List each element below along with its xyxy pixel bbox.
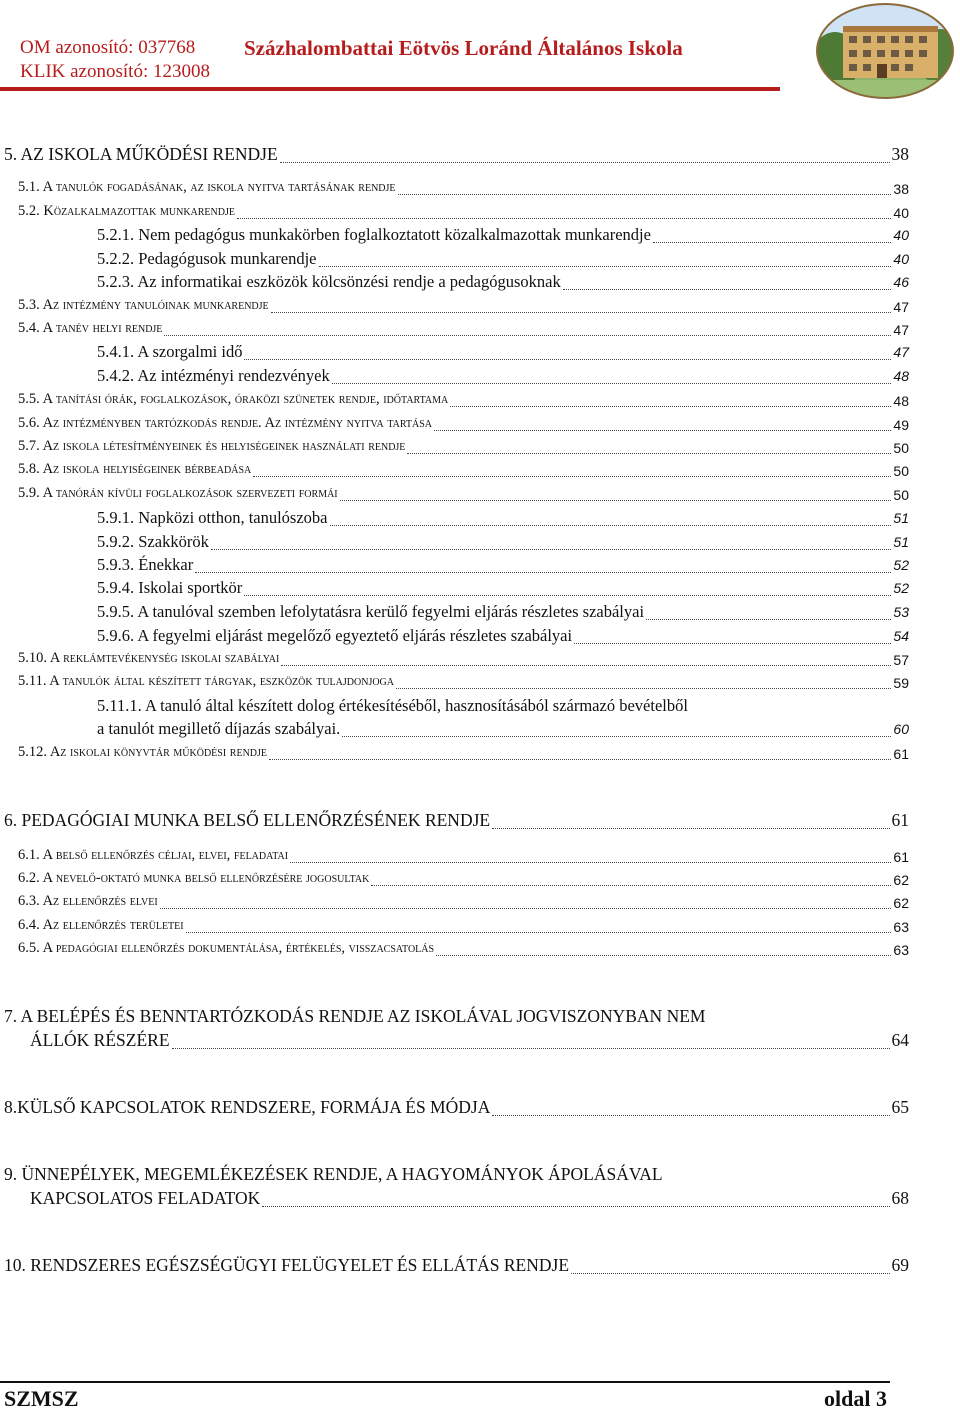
toc-entry-label: 5.9.1. Napközi otthon, tanulószoba	[97, 508, 328, 527]
toc-entry-label: 5.10. A reklámtevékenység iskolai szabályai	[18, 650, 280, 666]
toc-entry-label: 5.2.1. Nem pedagógus munkakörben foglalkoztatott közalkalmazottak munkarendje	[97, 225, 651, 244]
toc-entry-page: 51	[893, 510, 909, 526]
toc-entry-page: 49	[893, 417, 909, 433]
toc-entry-page: 62	[893, 895, 909, 911]
toc-entry-label: 5.7. Az iskola létesítményeinek és helyiségeinek használati rendje	[18, 438, 406, 454]
toc-entry[interactable]	[0, 342, 960, 366]
toc-entry-label: 6.3. Az ellenőrzés elvei	[18, 893, 158, 909]
om-id: OM azonosító: 037768	[20, 37, 196, 58]
toc-entry-label: 5.2. Közalkalmazottak munkarendje	[18, 203, 235, 219]
school-name: Százhalombattai Eötvös Loránd Általános Iskola	[244, 36, 683, 60]
toc-entry-page: 65	[891, 1097, 909, 1117]
toc-dot-leader	[160, 908, 892, 909]
toc-entry-label: 5.4.1. A szorgalmi idő	[97, 342, 243, 361]
toc-dot-leader	[237, 218, 891, 219]
toc-entry-label: 5.5. A tanítási órák, foglalkozások, óraközi szünetek rendje, időtartama	[18, 391, 449, 407]
toc-dot-leader	[574, 643, 891, 644]
toc-entry[interactable]	[0, 626, 960, 650]
toc-dot-leader	[371, 885, 891, 886]
toc-dot-leader	[253, 476, 891, 477]
toc-entry-label: 5.9.3. Énekkar	[97, 555, 194, 574]
toc-dot-leader	[450, 406, 891, 407]
toc-entry[interactable]	[0, 249, 960, 273]
klik-id: KLIK azonosító: 123008	[20, 61, 210, 82]
toc-entry-label: 5.8. Az iskola helyiségeinek bérbeadása	[18, 461, 252, 477]
toc-entry[interactable]	[0, 179, 960, 203]
toc-entry-label: 10. RENDSZERES EGÉSZSÉGÜGYI FELÜGYELET ÉS ELLÁTÁS RENDJE	[4, 1255, 570, 1275]
toc-dot-leader	[340, 500, 892, 501]
toc-entry-page: 61	[891, 810, 909, 830]
toc-entry-label-continued: KAPCSOLATOS FELADATOK	[30, 1188, 261, 1208]
toc-entry-page: 50	[893, 440, 909, 456]
toc-dot-leader	[319, 266, 892, 267]
toc-entry-label-continued: a tanulót megillető díjazás szabályai.	[97, 719, 341, 738]
toc-entry-page: 61	[893, 746, 909, 762]
toc-entry[interactable]	[0, 508, 960, 532]
toc-dot-leader	[646, 619, 891, 620]
toc-entry[interactable]	[0, 461, 960, 485]
toc-entry-label: 8.KÜLSŐ KAPCSOLATOK RENDSZERE, FORMÁJA ÉS MÓDJA	[4, 1097, 491, 1117]
footer-doc-name: SZMSZ	[4, 1386, 79, 1411]
toc-dot-leader	[342, 736, 891, 737]
toc-entry-page: 48	[893, 368, 909, 384]
toc-dot-leader	[398, 194, 892, 195]
toc-entry-page: 54	[893, 628, 909, 644]
toc-entry-page: 46	[893, 274, 909, 290]
toc-dot-leader	[172, 1048, 890, 1049]
toc-entry[interactable]	[0, 696, 960, 743]
toc-entry[interactable]	[0, 366, 960, 390]
toc-entry-label: 6.5. A pedagógiai ellenőrzés dokumentálása, értékelés, visszacsatolás	[18, 940, 435, 956]
toc-entry[interactable]	[0, 917, 960, 941]
toc-dot-leader	[332, 383, 892, 384]
toc-entry-page: 40	[893, 227, 909, 243]
toc-entry[interactable]	[0, 391, 960, 415]
toc-entry[interactable]	[0, 225, 960, 249]
toc-entry-page: 47	[893, 344, 909, 360]
toc-entry-page: 69	[891, 1255, 909, 1275]
toc-entry-label: 6.1. A belső ellenőrzés céljai, elvei, feladatai	[18, 847, 289, 863]
toc-entry-page: 47	[893, 322, 909, 338]
toc-entry[interactable]	[0, 870, 960, 894]
toc-dot-leader	[396, 688, 891, 689]
toc-dot-leader	[290, 862, 891, 863]
toc-entry[interactable]	[0, 744, 960, 768]
toc-dot-leader	[244, 359, 891, 360]
toc-dot-leader	[563, 289, 892, 290]
toc-entry[interactable]	[0, 1255, 960, 1279]
toc-entry-page: 48	[893, 393, 909, 409]
footer-rule	[0, 1381, 890, 1383]
toc-entry[interactable]	[0, 532, 960, 556]
toc-entry-label: 7. A BELÉPÉS ÉS BENNTARTÓZKODÁS RENDJE AZ ISKOLÁVAL JOGVISZONYBAN NEM	[4, 1006, 706, 1026]
toc-entry-label: 6.2. A nevelő-oktató munka belső ellenőrzésére jogosultak	[18, 870, 370, 886]
toc-entry[interactable]	[0, 940, 960, 964]
toc-dot-leader	[269, 759, 891, 760]
toc-entry[interactable]	[0, 810, 960, 834]
toc-entry-label: 5.4. A tanév helyi rendje	[18, 320, 163, 336]
toc-entry-label: 5.3. Az intézmény tanulóinak munkarendje	[18, 297, 269, 313]
toc-entry-label: 5. AZ ISKOLA MŰKÖDÉSI RENDJE	[4, 144, 278, 164]
toc-entry[interactable]	[0, 1164, 960, 1212]
toc-dot-leader	[434, 430, 891, 431]
toc-entry-label: 5.9.5. A tanulóval szemben lefolytatásra kerülő fegyelmi eljárás részletes szabályai	[97, 602, 645, 621]
toc-entry[interactable]	[0, 1097, 960, 1121]
toc-entry-page: 50	[893, 487, 909, 503]
toc-entry-page: 53	[893, 604, 909, 620]
toc-entry-page: 51	[893, 534, 909, 550]
toc-dot-leader	[271, 312, 892, 313]
toc-entry-label: 5.2.2. Pedagógusok munkarendje	[97, 249, 317, 268]
toc-dot-leader	[280, 162, 890, 163]
toc-entry[interactable]	[0, 602, 960, 626]
toc-entry[interactable]	[0, 578, 960, 602]
toc-entry-page: 59	[893, 675, 909, 691]
toc-entry[interactable]	[0, 272, 960, 296]
toc-entry-page: 63	[893, 942, 909, 958]
toc-dot-leader	[281, 665, 891, 666]
toc-entry-page: 64	[891, 1030, 909, 1050]
toc-entry-page: 38	[893, 181, 909, 197]
toc-entry-page: 62	[893, 872, 909, 888]
toc-dot-leader	[571, 1273, 889, 1274]
toc-entry[interactable]	[0, 650, 960, 674]
toc-dot-leader	[211, 549, 892, 550]
toc-dot-leader	[492, 1115, 889, 1116]
toc-entry-label: 5.6. Az intézményben tartózkodás rendje. Az intézmény nyitva tartása	[18, 415, 433, 431]
toc-entry-page: 52	[893, 580, 909, 596]
toc-dot-leader	[244, 595, 891, 596]
toc-entry-label: 5.9.2. Szakkörök	[97, 532, 209, 551]
toc-entry-page: 40	[893, 205, 909, 221]
toc-entry[interactable]	[0, 144, 960, 168]
footer-page-number: oldal 3	[824, 1386, 887, 1411]
toc-entry[interactable]	[0, 1006, 960, 1054]
toc-dot-leader	[186, 932, 892, 933]
toc-dot-leader	[436, 955, 891, 956]
toc-dot-leader	[407, 453, 891, 454]
toc-entry[interactable]	[0, 893, 960, 917]
toc-entry-label: 6. PEDAGÓGIAI MUNKA BELSŐ ELLENŐRZÉSÉNEK RENDJE	[4, 810, 491, 830]
toc-entry-page: 57	[893, 652, 909, 668]
toc-dot-leader	[195, 572, 891, 573]
toc-entry-label-continued: ÁLLÓK RÉSZÉRE	[30, 1030, 170, 1050]
toc-entry-page: 50	[893, 463, 909, 479]
toc-entry-page: 63	[893, 919, 909, 935]
toc-entry-page: 61	[893, 849, 909, 865]
toc-dot-leader	[330, 525, 892, 526]
toc-entry-label: 5.2.3. Az informatikai eszközök kölcsönzési rendje a pedagógusoknak	[97, 272, 561, 291]
toc-entry-label: 5.11. A tanulók által készített tárgyak, eszközök tulajdonjoga	[18, 673, 394, 689]
toc-entry-label: 6.4. Az ellenőrzés területei	[18, 917, 184, 933]
toc-entry[interactable]	[0, 847, 960, 871]
toc-entry[interactable]	[0, 438, 960, 462]
toc-entry[interactable]	[0, 673, 960, 697]
toc-entry-page: 47	[893, 299, 909, 315]
toc-entry-page: 52	[893, 557, 909, 573]
toc-entry-label: 5.9.4. Iskolai sportkör	[97, 578, 243, 597]
toc-entry[interactable]	[0, 555, 960, 579]
toc-entry-page: 40	[893, 251, 909, 267]
toc-entry-label: 5.9. A tanórán kívüli foglalkozások szervezeti formái	[18, 485, 338, 501]
toc-entry-page: 60	[893, 721, 909, 737]
toc-entry[interactable]	[0, 485, 960, 509]
toc-entry-label: 5.9.6. A fegyelmi eljárást megelőző egyeztető eljárás részletes szabályai	[97, 626, 573, 645]
toc-entry-label: 5.11.1. A tanuló által készített dolog értékesítéséből, hasznosításából származó bevételből	[97, 696, 688, 715]
toc-dot-leader	[492, 828, 889, 829]
toc-entry-page: 68	[891, 1188, 909, 1208]
toc-entry[interactable]	[0, 415, 960, 439]
toc-entry[interactable]	[0, 203, 960, 227]
toc-dot-leader	[262, 1206, 889, 1207]
toc-entry[interactable]	[0, 320, 960, 344]
toc-dot-leader	[653, 242, 891, 243]
toc-entry[interactable]	[0, 297, 960, 321]
toc-entry-label: 5.4.2. Az intézményi rendezvények	[97, 366, 330, 385]
toc-entry-label: 5.1. A tanulók fogadásának, az iskola nyitva tartásának rendje	[18, 179, 396, 195]
toc-dot-leader	[164, 335, 891, 336]
toc-entry-label: 9. ÜNNEPÉLYEK, MEGEMLÉKEZÉSEK RENDJE, A HAGYOMÁNYOK ÁPOLÁSÁVAL	[4, 1164, 663, 1184]
toc-entry-page: 38	[891, 144, 909, 164]
toc-entry-label: 5.12. Az iskolai könyvtár működési rendje	[18, 744, 268, 760]
